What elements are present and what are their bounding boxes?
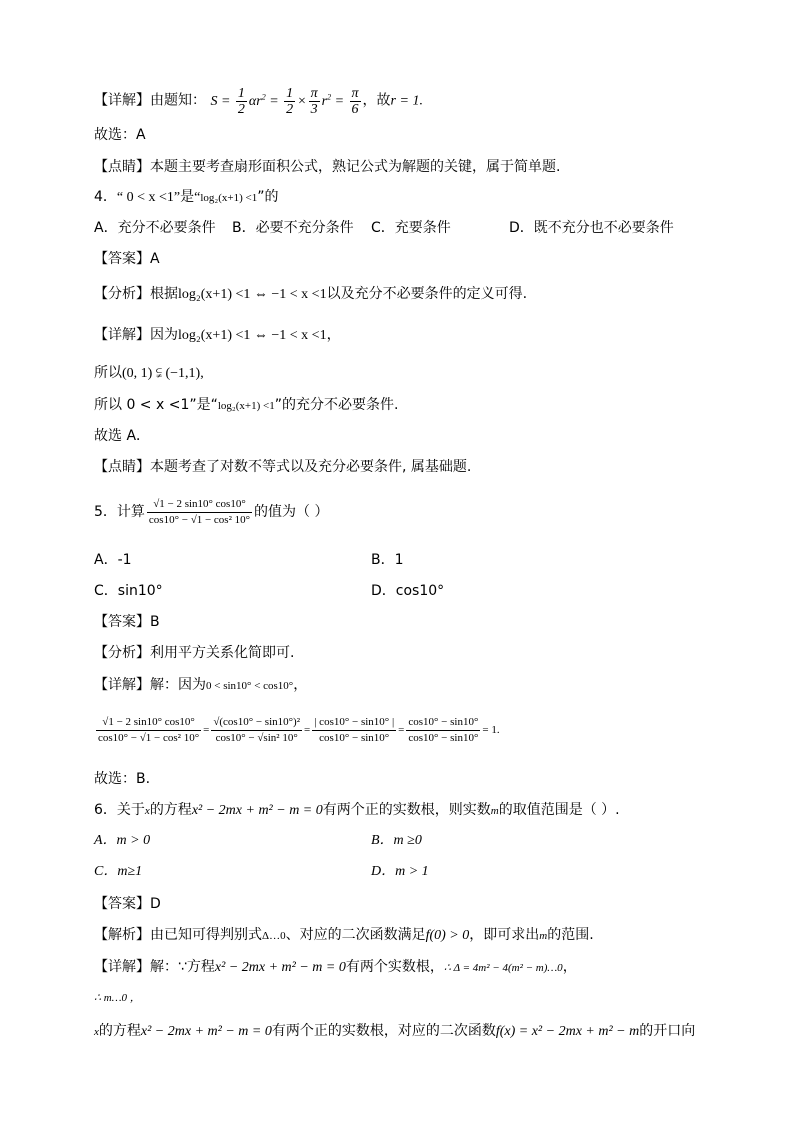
detail-text: ， [562,959,577,975]
question-4-stem [94,188,279,207]
equation: x² − 2mx + m² − m = 0 [191,803,323,818]
comment-tag: 【点睛】 [94,159,150,175]
q6-analysis [94,926,594,945]
detail-text: ∵方程 [178,959,215,975]
question-number: 5．计算 [94,504,145,520]
detail-tag: 【详解】 [94,677,150,693]
detail-text: 因为 [150,327,178,343]
fraction-numerator: √(cos10° − sin10°)² [211,715,302,731]
detail-tag: 【详解】 [94,92,150,109]
derivation-fraction-4 [406,715,480,746]
q6-option-c: C．m≥1 [94,864,143,879]
q6-option-a: A．m > 0 [94,833,151,848]
detail-formula: ∴ Δ = 4m² − 4(m² − m)…0 [443,962,563,974]
question-6-stem [94,801,620,820]
so-text: 所以 0 < x <1”是“ [94,397,218,413]
analysis-formula: Δ…0 [262,930,286,942]
answer-value: D [150,896,161,912]
q4-option-d: D．既不充分也不必要条件 [509,220,674,236]
stem-text: 的方程 [149,802,192,818]
q4-option-a: A．充分不必要条件 [94,220,216,236]
sector-area-formula: S = $\frac{1}{2}$ $\alpha r^2$ = $\frac{1}{2}$ × $\frac{\pi}{3}$ $r^2$ = $\frac{\pi}{6}$ [210,86,359,117]
detail-text: 有两个正的实数根，对应的二次函数 [271,1023,496,1039]
q5-detail [94,676,307,695]
stem-text: 有两个正的实数根，则实数 [322,802,491,818]
detail-formula: log₂(x+1) <1 ⇔ −1 < x <1 [178,328,327,343]
analysis-formula: f(0) > 0 [425,928,470,943]
detail-text: ， [326,327,341,343]
q4-so-line-2 [94,396,398,415]
question-5-stem [94,494,329,530]
q4-comment [94,458,471,476]
detail-text: ， [293,677,308,693]
var-x: x [144,805,150,817]
fraction-numerator: | cos10° − sin10° | [312,715,396,731]
var-m: m [490,805,499,817]
analysis-text: 由已知可得判别式 [150,927,262,943]
stem-part: “ 0 < x <1”是“ [116,190,201,205]
fraction-denominator: cos10° − sin10° [408,731,479,744]
equation: x² − 2mx + m² − m = 0 [140,1024,272,1039]
stem-part: ”的 [257,189,279,205]
q6-answer [94,895,161,913]
derivation-result: = 1. [482,724,500,736]
detail-text: 解：因为 [150,677,206,693]
question-number: 4． [94,189,117,205]
r-value: r = 1. [390,93,423,109]
analysis-tag: 【分析】 [94,286,150,302]
q6-option-b: B．m ≥0 [371,833,422,848]
q4-option-b: B．必要不充分条件 [232,220,354,236]
analysis-text: 以及充分不必要条件的定义可得. [326,286,528,302]
analysis-formula: log₂(x+1) <1 ⇔ −1 < x <1 [178,287,327,302]
analysis-text: 的范围. [547,927,594,943]
derivation-fraction-1 [96,715,201,746]
q4-analysis [94,285,527,304]
detail-text: 的开口向 [639,1023,696,1039]
derivation-fraction-3 [312,715,396,746]
q5-numerator: √1 − 2 sin10° cos10° [147,497,252,513]
answer-tag: 【答案】 [94,614,150,630]
so-formula: (0, 1) ⫋ (−1,1), [122,366,204,381]
analysis-tag: 【解析】 [94,927,150,943]
stem-formula: log₂(x+1) <1 [200,192,258,204]
answer-value: A [150,251,160,267]
comment-line [94,158,560,176]
q5-answer [94,613,160,631]
q6-line2: ∴ m…0 ， [94,992,141,1004]
answer-tag: 【答案】 [94,251,150,267]
fraction-denominator: cos10° − sin10° [319,731,390,744]
q6-line3 [94,1022,695,1041]
derivation-fraction-2 [211,715,302,746]
var-m: m [539,930,548,942]
fraction-numerator: cos10° − sin10° [406,715,480,731]
detail-suffix: ，故 [362,92,391,109]
q5-option-d: D．cos10° [371,583,445,599]
answer-tag: 【答案】 [94,896,150,912]
stem-text: 的取值范围是（ ）. [498,802,620,818]
question-number: 6．关于 [94,802,145,818]
q5-choice: 故选：B. [94,771,151,787]
detail-text: 解： [150,959,178,975]
detail-text: 的方程 [98,1023,141,1039]
answer-value: B [150,614,160,630]
analysis-text: 、对应的二次函数满足 [285,927,426,943]
stem-end: 的值为（ ） [254,504,329,520]
q6-detail [94,958,577,977]
comment-text: 本题主要考查扇形面积公式，熟记公式为解题的关键，属于简单题. [150,159,561,175]
analysis-text: 根据 [150,286,178,302]
q4-so-line-1 [94,364,204,383]
so-text: 所以 [94,365,122,381]
q5-option-c: C．sin10° [94,583,163,599]
q4-choice: 故选 A． [94,428,151,444]
detail-tag: 【详解】 [94,327,150,343]
analysis-text: 利用平方关系化简即可. [150,645,295,661]
comment-text: 本题考查了对数不等式以及充分必要条件, 属基础题. [150,459,472,475]
detail-text: 由题知： [150,92,206,109]
q5-option-b: B．1 [371,552,404,568]
q6-option-d: D．m > 1 [371,864,429,879]
detail-tag: 【详解】 [94,959,150,975]
analysis-tag: 【分析】 [94,645,150,661]
detail-formula: 0 < sin10° < cos10° [206,680,294,692]
function-formula: f(x) = x² − 2mx + m² − m [495,1024,640,1039]
detail-formula: x² − 2mx + m² − m = 0 [214,960,346,975]
fraction-denominator: cos10° − √sin² 10° [215,731,298,744]
so-text: ”的充分不必要条件. [274,397,399,413]
so-formula: log₂(x+1) <1 [217,400,275,412]
q4-option-c: C．充要条件 [371,220,451,236]
q5-denominator: cos10° − √1 − cos² 10° [148,513,251,526]
detail-line-sector [94,86,423,117]
comment-tag: 【点睛】 [94,459,150,475]
q5-fraction [147,497,252,528]
q5-option-a: A．-1 [94,552,132,568]
fraction-denominator: cos10° − √1 − cos² 10° [98,731,200,744]
q4-answer [94,250,160,268]
var-x: x [94,1026,99,1038]
fraction-numerator: √1 − 2 sin10° cos10° [96,715,201,731]
q5-analysis [94,644,294,662]
q5-derivation: $\frac{√1 - 2 \sin 10^\circ \cos 10^\circ}{\text{cos10° − √1 − cos² 10°}}$ = $\frac{\text{√(cos10° − sin10°)²}}{\text{cos10° − √sin² 10°}}$ = $\frac{| \cos 10^\circ - \sin 10^\circ |}{\cos 10^\circ - \sin 10^\circ}$ = $\frac{\cos 10^\circ - \sin 10^\circ}{\cos 10^\circ - \sin 10^\circ}$ = 1. [98,715,500,744]
analysis-text: ，即可求出 [469,927,540,943]
detail-text: 有两个实数根， [345,959,444,975]
choice-line: 故选：A [94,127,146,143]
q4-detail [94,326,341,345]
